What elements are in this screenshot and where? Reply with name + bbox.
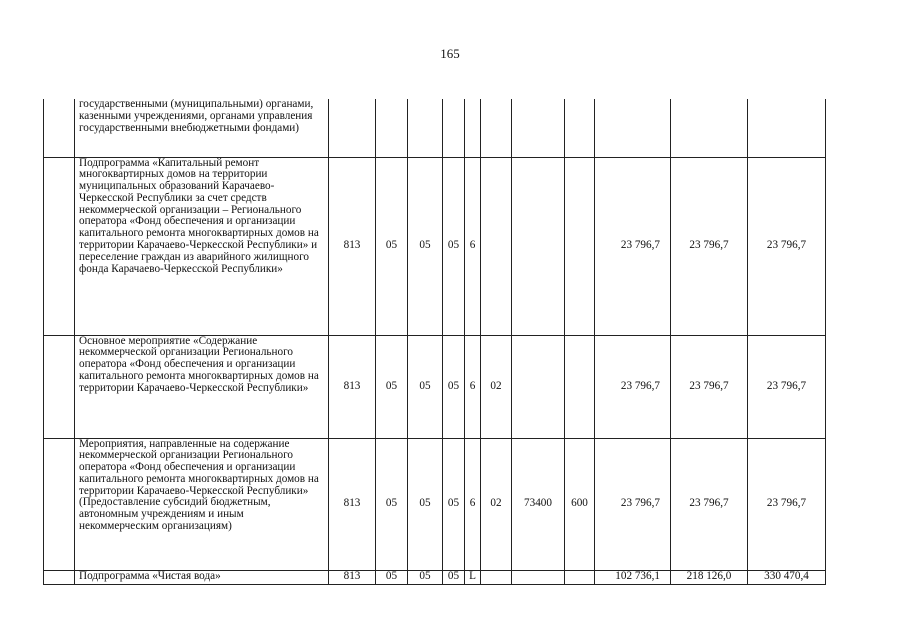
item-name-cell: Подпрограмма «Капитальный ремонт многоквартирных домов на территории муниципальных образований Карачаево-Черкесской Республики за счет средств некоммерческой организации – Регионального оператора «Фонд обеспечения и организации капитального ремонта многоквартирных домов на территории Карачаево-Черкесской Республики» и переселение граждан из аварийного жилищного фонда Карачаево-Черкесской Республики» <box>75 157 329 335</box>
amount-year2-cell: 218 126,0 <box>671 570 748 584</box>
program-code-cell <box>408 99 443 157</box>
budget-table <box>43 99 826 585</box>
row-number-cell <box>44 157 75 335</box>
expense-type-cell <box>565 335 595 438</box>
program-code-cell: 05 <box>408 335 443 438</box>
expense-type-cell: 600 <box>565 438 595 570</box>
section-code-cell: 05 <box>376 438 408 570</box>
program-code-cell: 05 <box>408 157 443 335</box>
expense-type-cell <box>565 157 595 335</box>
amount-year3-cell: 23 796,7 <box>748 335 826 438</box>
subprogram-code-cell: 05 <box>443 438 465 570</box>
direction-code-cell <box>512 157 565 335</box>
ministry-code-cell: 813 <box>329 570 376 584</box>
ministry-code-cell: 813 <box>329 438 376 570</box>
amount-year3-cell: 23 796,7 <box>748 157 826 335</box>
expense-type-cell <box>565 99 595 157</box>
amount-year1-cell: 23 796,7 <box>595 157 671 335</box>
ministry-code-cell: 813 <box>329 335 376 438</box>
direction-code-cell <box>512 335 565 438</box>
subprogram-type-cell <box>465 99 481 157</box>
activity-code-cell: 02 <box>481 335 512 438</box>
activity-code-cell <box>481 570 512 584</box>
subprogram-type-cell: L <box>465 570 481 584</box>
item-name-cell: государственными (муниципальными) органами, казенными учреждениями, органами управления государственными внебюджетными фондами) <box>75 99 329 157</box>
activity-code-cell <box>481 99 512 157</box>
ministry-code-cell: 813 <box>329 157 376 335</box>
table-row <box>44 99 826 157</box>
row-number-cell <box>44 438 75 570</box>
amount-year3-cell: 330 470,4 <box>748 570 826 584</box>
amount-year1-cell <box>595 99 671 157</box>
table-row <box>44 335 826 438</box>
subprogram-code-cell <box>443 99 465 157</box>
section-code-cell <box>376 99 408 157</box>
table-row <box>44 438 826 570</box>
amount-year3-cell: 23 796,7 <box>748 438 826 570</box>
item-name-cell: Мероприятия, направленные на содержание некоммерческой организации Регионального оператора «Фонд обеспечения и организации капитального ремонта многоквартирных домов на территории Карачаево-Черкесской Республики» (Предоставление субсидий бюджетным, автономным учреждениям и иным некоммерческим организациям) <box>75 438 329 570</box>
activity-code-cell: 02 <box>481 438 512 570</box>
section-code-cell: 05 <box>376 335 408 438</box>
amount-year2-cell: 23 796,7 <box>671 157 748 335</box>
subprogram-type-cell: 6 <box>465 157 481 335</box>
row-number-cell <box>44 335 75 438</box>
amount-year2-cell: 23 796,7 <box>671 438 748 570</box>
item-name-cell: Подпрограмма «Чистая вода» <box>75 570 329 584</box>
activity-code-cell <box>481 157 512 335</box>
row-number-cell <box>44 99 75 157</box>
subprogram-type-cell: 6 <box>465 438 481 570</box>
direction-code-cell <box>512 99 565 157</box>
direction-code-cell: 73400 <box>512 438 565 570</box>
subprogram-type-cell: 6 <box>465 335 481 438</box>
direction-code-cell <box>512 570 565 584</box>
amount-year1-cell: 23 796,7 <box>595 335 671 438</box>
expense-type-cell <box>565 570 595 584</box>
table-row <box>44 570 826 584</box>
subprogram-code-cell: 05 <box>443 157 465 335</box>
amount-year3-cell <box>748 99 826 157</box>
table-row <box>44 157 826 335</box>
ministry-code-cell <box>329 99 376 157</box>
program-code-cell: 05 <box>408 570 443 584</box>
program-code-cell: 05 <box>408 438 443 570</box>
section-code-cell: 05 <box>376 570 408 584</box>
amount-year1-cell: 23 796,7 <box>595 438 671 570</box>
amount-year1-cell: 102 736,1 <box>595 570 671 584</box>
section-code-cell: 05 <box>376 157 408 335</box>
amount-year2-cell <box>671 99 748 157</box>
amount-year2-cell: 23 796,7 <box>671 335 748 438</box>
subprogram-code-cell: 05 <box>443 335 465 438</box>
subprogram-code-cell: 05 <box>443 570 465 584</box>
page-number: 165 <box>440 46 460 61</box>
row-number-cell <box>44 570 75 584</box>
item-name-cell: Основное мероприятие «Содержание некоммерческой организации Регионального оператора «Фонд обеспечения и организации капитального ремонта многоквартирных домов на территории Карачаево-Черкесской Республики» <box>75 335 329 438</box>
